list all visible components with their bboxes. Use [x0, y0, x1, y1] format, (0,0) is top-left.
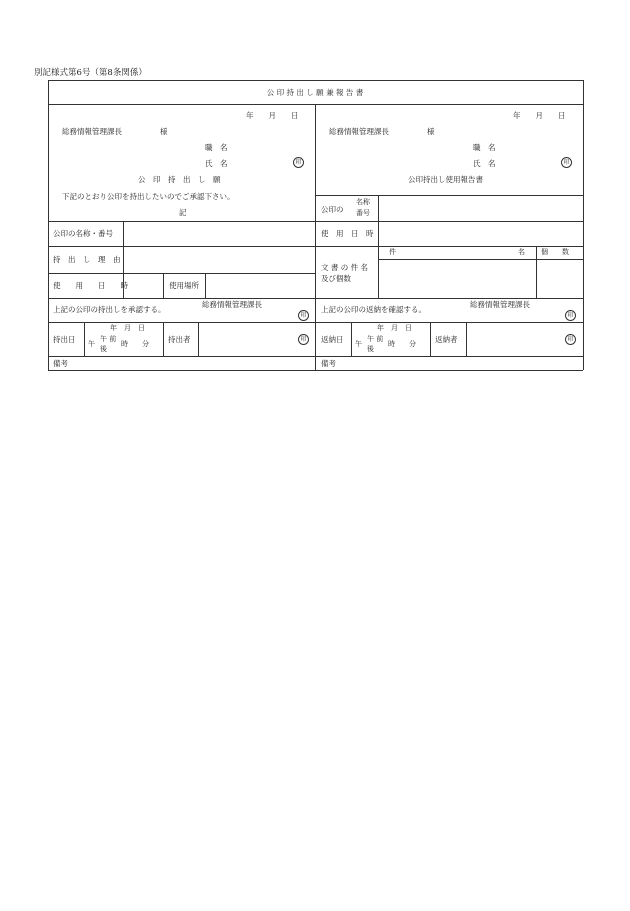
left-out-ymd: 年 月 日: [110, 324, 145, 332]
right-seal-label-a: 公印の: [321, 205, 344, 214]
left-person-value[interactable]: [199, 323, 294, 355]
right-seal-label-c: 番号: [356, 209, 370, 217]
right-ret-time: 時 分: [388, 340, 416, 348]
right-return-date-label: 返納日: [321, 335, 344, 344]
right-date: 年 月 日: [513, 111, 566, 120]
right-remarks-label: 備考: [321, 359, 336, 368]
right-count-value[interactable]: [537, 260, 582, 297]
left-go-label: 午: [88, 340, 95, 348]
left-person-seal: 印: [298, 334, 309, 345]
right-shimei-label: 氏 名: [473, 159, 496, 168]
left-out-time: 時 分: [121, 340, 149, 348]
left-seal-name-label: 公印の名称・番号: [53, 229, 113, 238]
right-col-mei: 名: [518, 248, 525, 256]
left-approver: 総務情報管理課長: [202, 300, 262, 309]
left-remarks-label: 備考: [53, 359, 68, 368]
left-shimei-label: 氏 名: [205, 159, 228, 168]
right-person-seal: 印: [565, 334, 576, 345]
left-use-place-label: 使用場所: [169, 281, 199, 290]
right-doc-label-2: 及び個数: [321, 274, 351, 283]
left-sama: 様: [160, 127, 168, 136]
right-ret-ymd: 年 月 日: [377, 324, 412, 332]
left-use-date-value[interactable]: [124, 274, 162, 297]
right-shokumei-label: 職 名: [473, 143, 496, 152]
right-person-value[interactable]: [467, 323, 562, 355]
right-confirm-text: 上記の公印の返納を確認する。: [321, 305, 426, 314]
left-addressee: 総務情報管理課長: [62, 127, 122, 136]
left-reason-value[interactable]: [124, 247, 314, 272]
right-approver-seal: 印: [565, 310, 576, 321]
right-sama: 様: [427, 127, 435, 136]
left-shokumei-label: 職 名: [205, 143, 228, 152]
left-ki: 記: [179, 208, 187, 217]
left-out-pm: 後: [100, 345, 107, 353]
right-doc-label-1: 文 書 の 件 名: [321, 263, 369, 272]
left-request-text: 下記のとおり公印を持出したいのでご承認下さい。: [62, 192, 235, 201]
right-go-label: 午: [355, 340, 362, 348]
left-seal-mark: 印: [293, 157, 304, 168]
left-seal-name-value[interactable]: [124, 222, 314, 245]
left-person-label: 持出者: [168, 335, 191, 344]
right-col-kosu: 個 数: [541, 248, 569, 256]
left-out-date-label: 持出日: [53, 335, 76, 344]
right-col-ken: 件: [389, 248, 396, 256]
left-out-am: 午 前: [100, 335, 117, 343]
right-approver: 総務情報管理課長: [470, 300, 530, 309]
right-ret-pm: 後: [367, 345, 374, 353]
right-addressee: 総務情報管理課長: [329, 127, 389, 136]
right-seal-name-value[interactable]: [379, 196, 582, 220]
right-use-date-value[interactable]: [379, 222, 582, 245]
right-seal-mark: 印: [561, 157, 572, 168]
left-heading: 公 印 持 出 し 願: [138, 175, 221, 184]
right-heading: 公印持出し使用報告書: [408, 175, 483, 184]
left-reason-label: 持 出 し 理 由: [53, 255, 121, 264]
left-use-date-label: 使 用 日 時: [53, 281, 128, 290]
left-approve-text: 上記の公印の持出しを承認する。: [53, 305, 166, 314]
right-doc-value[interactable]: [379, 260, 535, 297]
right-seal-label-b: 名称: [356, 198, 370, 206]
right-person-label: 返納者: [435, 335, 458, 344]
left-date: 年 月 日: [246, 111, 299, 120]
form-title: 公 印 持 出 し 願 兼 報 告 書: [266, 88, 364, 97]
left-use-place-value[interactable]: [206, 274, 314, 297]
left-approver-seal: 印: [298, 310, 309, 321]
right-use-date-label: 使 用 日 時: [321, 229, 374, 238]
form-number: 別記様式第6号（第8条関係）: [34, 68, 147, 78]
right-ret-am: 午 前: [367, 335, 384, 343]
